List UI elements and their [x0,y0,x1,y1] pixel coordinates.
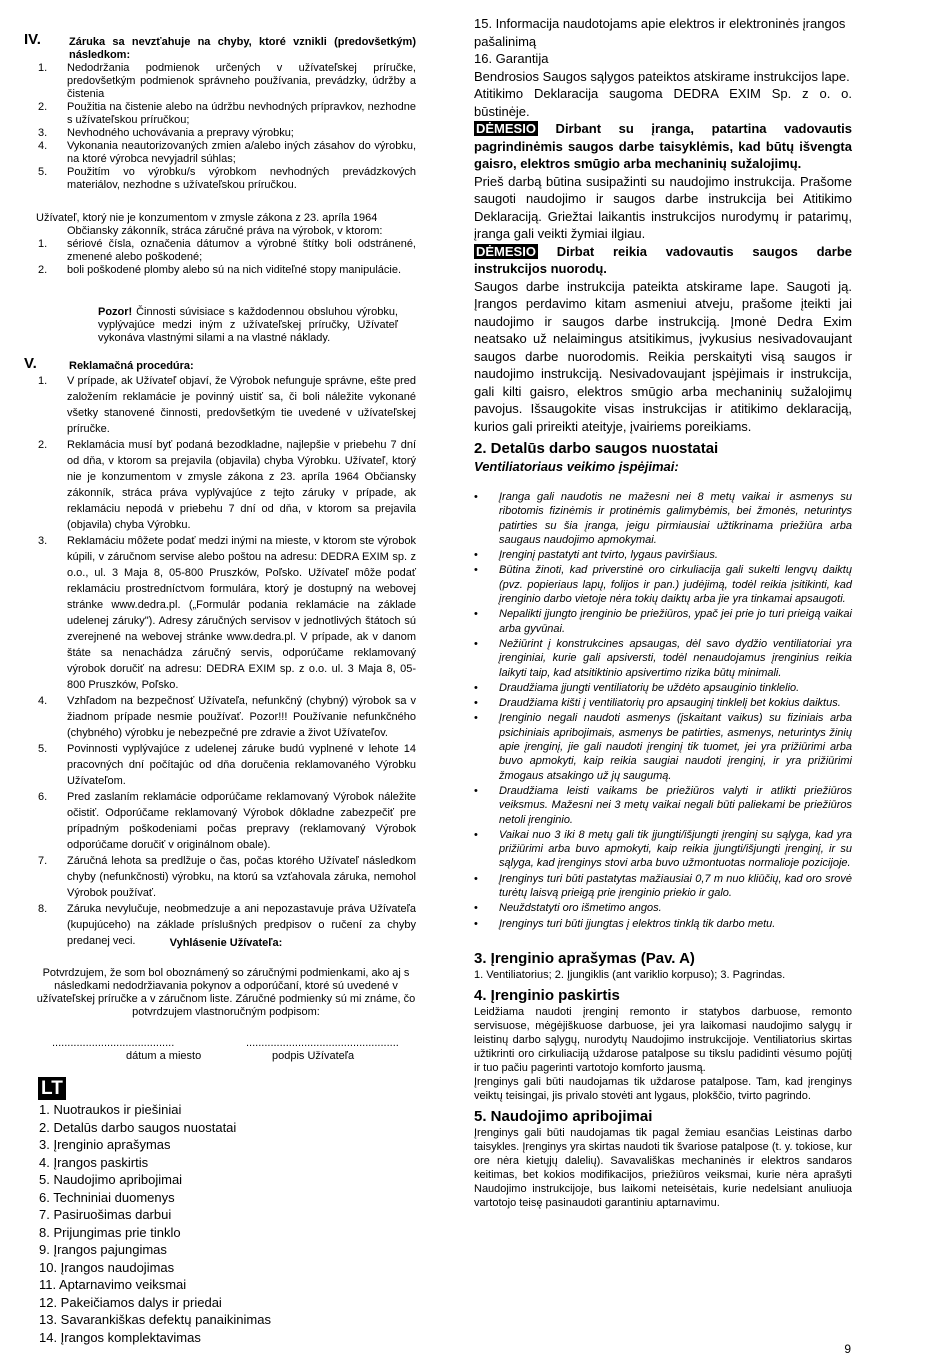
list-item-text: Použitím vo výrobku/s výrobkom nevhodných prevádzkových materiálov, nezhodne s užívateľskou príručkou. [67,166,416,191]
list-item-text: Vykonania neautorizovaných zmien a/alebo iných zásahov do výrobku, na ktoré výrobca nevyjadril súhlas; [67,140,416,165]
safety-warning-item: • Draudžiama įjungti ventiliatorių be uždėto apsauginio tinklelio. [474,681,852,695]
warning-2-label: DĖMESIO [476,243,536,259]
lt-language-badge [38,1077,66,1100]
list-item-number: 4. [38,140,48,152]
section-4-text-1: Leidžiama naudoti įrenginį remonto ir statybos darbuose, remonto servisuose, mėgėjiškuose darbuose, jei yra laikomasi naudojimo salygų ir leistinų darbo sąlygų, nurodytų Naudojimo instrukcijoje. Ventiliatorius skirtas užtikrinti oro cirkuliaciją uždarose patalpose su tikslu padidinti vėsumo pojūtį ir tuo pačiu pagerinti vartotojo komforto jausmą. [474,1005,852,1074]
section-v [24,355,416,949]
consumer-rights-item [36,264,416,277]
list-item-text: Nevhodného uchovávania a prepravy výrobku; [67,127,294,139]
list-item-number: 8. [38,903,48,915]
toc-item: 13. Savarankiškas defektų panaikinimas [39,1312,271,1327]
complaint-procedure-item [36,437,416,533]
pozor-note [98,306,398,345]
declaration-title: Vyhlásenie Užívateľa: [169,937,283,949]
safety-warning-item: • Vaikai nuo 3 iki 8 metų gali tik įjungti/išjungti įrenginį su sąlyga, kad yra prižiūrimi arba buvo apmokyti, kaip reikia įjungti/išjungti įrenginį, ir su sąlyga, kad įrenginys stovi arba buvo užmontuotas normalioje pozicijoje. [474,828,852,871]
section-v-title: Reklamačná procedúra: [69,360,194,372]
list-item-text: Reklamácia musí byť podaná bezodkladne, najlepšie v priebehu 7 dní od dňa, v ktorom sa prejavila (objavila) chyba Výrobku. Užívateľ, ktorý nie je konzumentom v zmysle zákona z 23. apríla 1964 Občiansky zákonník, stráca práva vyplývajúce z tejto záruky v prípade, ak reklamáciu nepodá v priebehu 7 dní od dňa, v ktorom sa prejavila (objavila) chyba Výrobku. [67,439,416,531]
consumer-intro-line1: Užívateľ, ktorý nie je konzumentom v zmysle zákona z 23. apríla 1964 [36,212,378,224]
consumer-rights-list [36,238,416,277]
list-item-number: 6. [38,791,48,803]
complaint-procedure-item [36,741,416,789]
consumer-intro-line2: Občiansky zákonník, stráca záručné práva na výrobok, v ktorom: [67,225,383,237]
section-4-title: 4. Įrenginio paskirtis [474,986,620,1004]
toc-item: 6. Techniniai duomenys [39,1189,175,1205]
section-v-number: V. [24,355,37,372]
list-item-text: Reklamáciu môžete podať medzi inými na mieste, v ktorom ste výrobok kúpili, v záručnom servise alebo poštou na adresu: DEDRA EXIM sp. z o.o., ul. 3 Maja 8, 05-800 Pruszków, Poľsko. Užívateľ môže podať reklamáciu prostredníctvom formulára, ktorý je dostupný na webovej stránke www.dedra.pl. („Formulár podania reklamácie na základe udelenej záruky"). Adresy záručných servisov v jednotlivých štátoch sú zverejnené na webovej stránke www.dedra.pl. V prípade, ak v danom štáte sa nenachádza záručný servis, odporúčame reklamovaný výrobok doručiť na adresu: DEDRA EXIM sp. z o.o. ul. 3 Maja 8, 05-800 Pruszków, Poľsko. [67,535,416,691]
general-safety-note: Bendrosios Saugos sąlygos pateiktos atskirame instrukcijos lape. [474,68,850,84]
warranty-exclusion-item [36,140,416,166]
safety-warning-item: • Įranga gali naudotis ne mažesni nei 8 metų vaikai ir asmenys su ribotomis fizinėmis ir protinėmis galimybėmis, bei žmonės, neturintys patirties su šia įranga, jeigu pirmiausiai užtikrinama priežiūra arba saugaus naudojimo apmokymai. [474,490,852,547]
section-iv [24,31,416,192]
list-item-number: 5. [38,743,48,755]
toc-item: 8. Prijungimas prie tinklo [39,1224,181,1240]
section-iv-number: IV. [24,31,41,48]
warning-2-text: Saugos darbe instrukcija pateikta atskirame lape. Saugoti ją. Įrangos perdavimo kitam asmeniui atveju, prašome įteikti jai naudojimo ir saugos darbe instrukciją. Įmonė Dedra Exim neatsako už nelaimingus atsitikimus, įvykusius nesivadovaujant saugos darbe nuorodomis. Reikia perskaityti visą saugos ir naudojimo instrukciją. Nesivadovaujant įspėjimais ir instrukcija, gali kilti gaisro, elektros smūgio arba mechaninių sužalojimų pavojus. Išsaugokite visas instrukcijas ir atitikimo deklaraciją, kurios gali prireikti ateityje, įvairiems poreikiams. [474,278,852,434]
list-item-number: 4. [38,695,48,707]
list-item-text: Vzhľadom na bezpečnosť Užívateľa, nefunkčný (chybný) výrobok sa v žiadnom prípade nesmie používať. Pozor!!! Používanie nefunkčného (chybného) výrobku je nebezpečné pre zdravie a život Užívateľov. [67,695,416,739]
warning-1-label: DĖMESIO [476,121,536,136]
warranty-exclusion-item [36,62,416,101]
consumer-rights-item [36,238,416,264]
toc-item: 4. Įrangos paskirtis [39,1154,149,1170]
toc-item: 5. Naudojimo apribojimai [39,1172,183,1187]
safety-warning-item: • Įrenginys turi būti įjungtas į elektros tinklą tik darbo metu. [474,917,852,931]
complaint-procedure-item [36,853,416,901]
section-4-text-2: Įrenginys gali būti naudojamas tik uždarose patalpose. Tam, kad įrenginys veiktų teisingai, jis privalo stovėti ant lygaus, plokščio, tvirto pagrindo. [474,1075,852,1102]
right-column [474,0,852,1210]
safety-warning-item: • Nežiūrint į konstrukcines apsaugas, dėl savo dydžio ventiliatoriai yra įrenginiai, kurie gali apsiversti, todėl nenaudojamus įrenginius reikia laikyti taip, kad atsitiktinio apsivertimo rizika būtų minimali. [474,637,852,680]
list-item-number: 1. [38,375,48,387]
warning-1-bold: Dirbant su įranga, patartina vadovautis pagrindinėmis saugos darbe taisyklėmis, kad būtų išvengta gaisro, elektros smūgio arba mechaninių sužalojimų. [474,121,852,171]
safety-warning-item: • Nepalikti įjungto įrenginio be priežiūros, ypač jei prie jo turi prieigą vaikai arba gyvūnai. [474,607,852,636]
list-item-text: Nedodržania podmienok určených v užívateľskej príručke, predovšetkým podmienok správneho používania, prevádzky, údržby a čistenia [67,62,416,100]
warning-2-bold: Dirbat reikia vadovautis saugos darbe instrukcijos nuorodų. [474,243,852,276]
pozor-label: Pozor! [98,306,133,318]
page-number: 9 [844,1342,851,1356]
safety-warning-item: • Įrenginį pastatyti ant tvirto, lygaus paviršiaus. [474,548,852,562]
list-item-number: 7. [38,855,48,867]
list-item-text: V prípade, ak Užívateľ objaví, že Výrobok nefunguje správne, ešte pred založením reklamácie je povinný uistiť sa, či boli náležite vykonané všetky stanovené činnosti, predovšetkým tie uvedené v užívateľskej príručke. [67,375,416,435]
section-iv-heading [24,31,416,62]
lt-toc-list [39,1101,419,1346]
signature-dots: .................................................. [246,1037,399,1049]
warning-2 [474,243,852,278]
section-iv-list [36,62,416,192]
toc-item: 7. Pasiruošimas darbui [39,1207,172,1222]
toc-item: 15. Informacija naudotojams apie elektros ir elektroninės įrangos pašalinimą [474,16,846,49]
complaint-procedure-item [36,789,416,853]
section-v-list [36,373,416,949]
list-item-number: 3. [38,127,48,139]
toc-item: 11. Aptarnavimo veiksmai [39,1277,187,1292]
consumer-rights-block [36,212,416,277]
section-2-title: 2. Detalūs darbo saugos nuostatai [474,440,719,457]
list-item-text: Povinnosti vyplývajúce z udelenej záruke budú vyplnené v lehote 14 pracovných dní počítajúc od dňa doručenia reklamovaného Výrobku Užívateľom. [67,743,416,787]
section-5-text: Įrenginys gali būti naudojamas tik pagal žemiau esančias Leistinas darbo taisykles. Įrenginys yra skirtas naudoti tik švariose patalpose (t. y. tokiose, kur ore nėra kietųjų dalelių). Savavališkas mechaninės ir elektros sandaros keitimas, bet kokios modifikacijos, priežiūros veiksmai, kurie nėra aprašyti Naudojimo instrukcijoje, bus laikomi neteisėtais, kurie nedelsiant anuliuoja vartotojo teisę pasinaudoti garantiniu aptarnavimu. [474,1126,852,1209]
list-item-number: 2. [38,439,48,451]
date-dots: ........................................ [52,1037,175,1049]
conformity-note: Atitikimo Deklaracija saugoma DEDRA EXIM Sp. z o. o. būstinėje. [474,86,852,119]
warranty-exclusion-item [36,101,416,127]
safety-warning-item: • Draudžiama kišti į ventiliatorių pro apsauginį tinklelį bet kokius daiktus. [474,696,852,710]
safety-warning-item: • Būtina žinoti, kad priverstinė oro cirkuliacija gali sukelti lengvų daiktų (pvz. popieriaus lapų, folijos ir pan.) judėjimą, todėl reikia įsitikinti, kad įrenginio darbo vietoje nėra tokių daiktų arba jie yra tinkamai apsaugoti. [474,563,852,606]
toc-item: 3. Įrenginio aprašymas [39,1137,171,1152]
section-5-title: 5. Naudojimo apribojimai [474,1107,653,1125]
warning-1 [474,120,852,173]
lt-toc-list-continued [474,15,852,68]
list-item-text: Záručná lehota sa predlžuje o čas, počas ktorého Užívateľ následkom chyby (nefunkčnosti) výrobku, na ktorú sa vzťahovala záruka, nemohol Výrobok používať. [67,855,416,899]
toc-item: 10. Įrangos naudojimas [39,1259,175,1275]
safety-warning-item: • Įrenginys turi būti pastatytas mažiausiai 0,7 m nuo kliūčių, kad oro srovė turėtų laisvą prieigą prie įrenginio priekio ir galo. [474,872,852,901]
list-item-number: 5. [38,166,48,178]
section-iv-title: Záruka sa nevzťahuje na chyby, ktoré vznikli (predovšetkým) následkom: [69,36,416,61]
signature-area [36,1037,416,1071]
warranty-exclusion-item [36,127,416,140]
warning-1-text: Prieš darbą būtina susipažinti su naudojimo instrukcija. Prašome saugoti naudojimo ir saugos darbe instrukcija bei Atitikimo Deklaraciją. Griežtai laikantis instrukcijos nurodymų ir patarimų, įranga gali veikti žymiai ilgiau. [474,173,852,241]
section-v-heading [24,355,416,373]
safety-warning-item: • Neuždstatyti oro išmetimo angos. [474,901,852,915]
lt-badge-text: LT [38,1077,66,1100]
user-signature-label: podpis Užívateľa [272,1050,355,1062]
list-item-number: 3. [38,535,48,547]
list-item-text: Použitia na čistenie alebo na údržbu nevhodných prípravkov, nezhodne s užívateľskou príručkou; [67,101,416,126]
list-item-text: Pred zaslaním reklamácie odporúčame reklamovaný Výrobok náležite očistiť. Odporúčame reklamovaný Výrobok dôkladne zabezpečiť pre prípadným poškodeniami počas prepravy (reklamovaný Výrobok odporúčame doručiť v originálnom obale). [67,791,416,851]
warranty-exclusion-item [36,166,416,192]
section-2-list [474,490,852,931]
list-item-text: Záruka nevylučuje, neobmedzuje a ani nepozastavuje práva Užívateľa (kupujúceho) na základe príslušných predpisov o ručení za chyby predanej veci. [67,903,416,947]
complaint-procedure-item [36,373,416,437]
toc-item: 14. Įrangos komplektavimas [39,1329,201,1345]
safety-warning-item: • Įrenginio negali naudoti asmenys (įskaitant vaikus) su fiziniais arba psichiniais apribojimais, asmenys be patirties, asmenys, neturintys žinių apie įrenginį, jie gali naudoti įrenginį tik tuomet, jei yra prižiūrimi arba buvo apmokyti, kaip reikia saugiai naudoti įrenginį, ir yra prižiūrimi žmogaus atsakingo už jų saugumą. [474,711,852,782]
list-item-number: 2. [38,101,48,113]
toc-item: 16. Garantija [474,51,549,66]
section-3-title: 3. Įrenginio aprašymas (Pav. A) [474,949,695,967]
list-item-text: boli poškodené plomby alebo sú na nich viditeľné stopy manipulácie. [67,264,402,276]
section-2-subtitle: Ventiliatoriaus veikimo įspėjimai: [474,459,679,474]
toc-item: 9. Įrangos pajungimas [39,1242,167,1257]
list-item-number: 1. [38,238,48,250]
pozor-text: Činnosti súvisiace s každodennou obsluhou výrobku, vyplývajúce medzi iným z užívateľskej príručky, Užívateľ vykonáva vlastnými silami a na vlastné náklady. [98,306,398,344]
user-declaration [36,937,416,1071]
list-item-number: 1. [38,62,48,74]
complaint-procedure-item [36,533,416,693]
safety-warning-item: • Draudžiama leisti vaikams be priežiūros valyti ir atlikti priežiūros veiksmus. Mažesni nei 3 metų vaikai negali būti paliekami be priežiūros netoli įrenginio. [474,784,852,827]
list-item-text: sériové čísla, označenia dátumov a výrobné štítky boli odstránené, zmenené alebo poškodené; [67,238,416,263]
date-place-label: dátum a miesto [126,1050,202,1062]
list-item-number: 2. [38,264,48,276]
toc-item: 12. Pakeičiamos dalys ir priedai [39,1294,222,1310]
declaration-text: Potvrdzujem, že som bol oboznámený so záručnými podmienkami, ako aj s následkami nedodržiavania pokynov a odporúčaní, ktoré sú uvedené v užívateľskej príručke a v záručnom liste. Záručné podmienky sú mi známe, čo potvrdzujem vlastnoručným podpisom: [36,967,416,1018]
toc-item: 2. Detalūs darbo saugos nuostatai [39,1119,237,1135]
toc-item: 1. Nuotraukos ir piešiniai [39,1102,182,1117]
section-3-text: 1. Ventiliatorius; 2. Įjungiklis (ant variklio korpuso); 3. Pagrindas. [474,968,786,981]
complaint-procedure-item [36,693,416,741]
